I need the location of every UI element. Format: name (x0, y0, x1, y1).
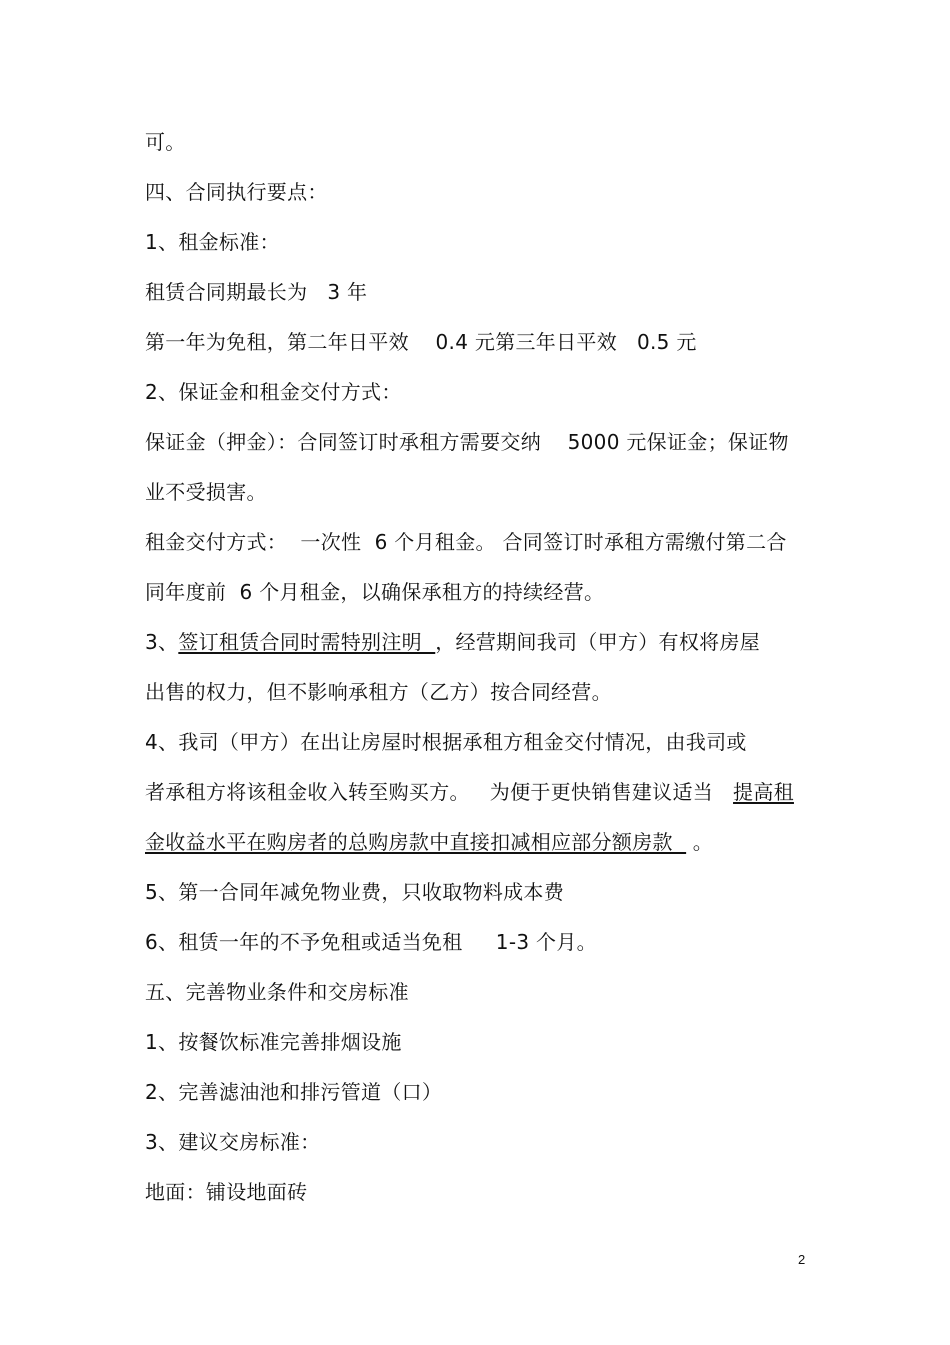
section-heading: 五、完善物业条件和交房标准 (145, 980, 409, 1004)
text-line (145, 829, 713, 855)
text-line: 同年度前 6 个月租金，以确保承租方的持续经营。 (145, 580, 605, 604)
text-line: 2、完善滤油池和排污管道（口） (145, 1080, 443, 1104)
text-line: 出售的权力，但不影响承租方（乙方）按合同经营。 (145, 680, 612, 704)
text-line: 1、按餐饮标准完善排烟设施 (145, 1030, 402, 1054)
text-line: 租金交付方式： 一次性 6 个月租金。 合同签订时承租方需缴付第二合 (145, 530, 787, 554)
text-run: 。 (686, 830, 714, 854)
underlined-text: 签订租赁合同时需特别注明 (178, 630, 436, 654)
text-line: 租赁合同期最长为 3 年 (145, 280, 368, 304)
text-line: 第一年为免租，第二年日平效 0.4 元第三年日平效 0.5 元 (145, 330, 697, 354)
text-line (145, 779, 794, 805)
text-run: 者承租方将该租金收入转至购买方。 为便于更快销售建议适当 (145, 780, 734, 804)
underlined-text: 金收益水平在购房者的总购房款中直接扣减相应部分额房款 (145, 830, 687, 854)
text-line: 5、第一合同年减免物业费，只收取物料成本费 (145, 880, 565, 904)
text-line: 4、我司（甲方）在出让房屋时根据承租方租金交付情况，由我司或 (145, 730, 747, 754)
text-run: 3、 (145, 630, 179, 654)
text-line: 保证金（押金）：合同签订时承租方需要交纳 5000 元保证金；保证物 (145, 430, 789, 454)
text-line: 6、租赁一年的不予免租或适当免租 1-3 个月。 (145, 930, 597, 954)
section-heading: 四、合同执行要点： (145, 180, 328, 204)
text-line (145, 629, 760, 655)
text-line: 2、保证金和租金交付方式： (145, 380, 402, 404)
text-line: 地面：铺设地面砖 (145, 1180, 308, 1204)
text-run: ，经营期间我司（甲方）有权将房屋 (435, 630, 761, 654)
text-line: 可。 (145, 130, 186, 154)
text-line: 3、建议交房标准： (145, 1130, 321, 1154)
underlined-text: 提高租 (733, 780, 794, 804)
text-line: 1、租金标准： (145, 230, 280, 254)
text-line: 业不受损害。 (145, 480, 267, 504)
page-number: 2 (798, 1252, 806, 1267)
